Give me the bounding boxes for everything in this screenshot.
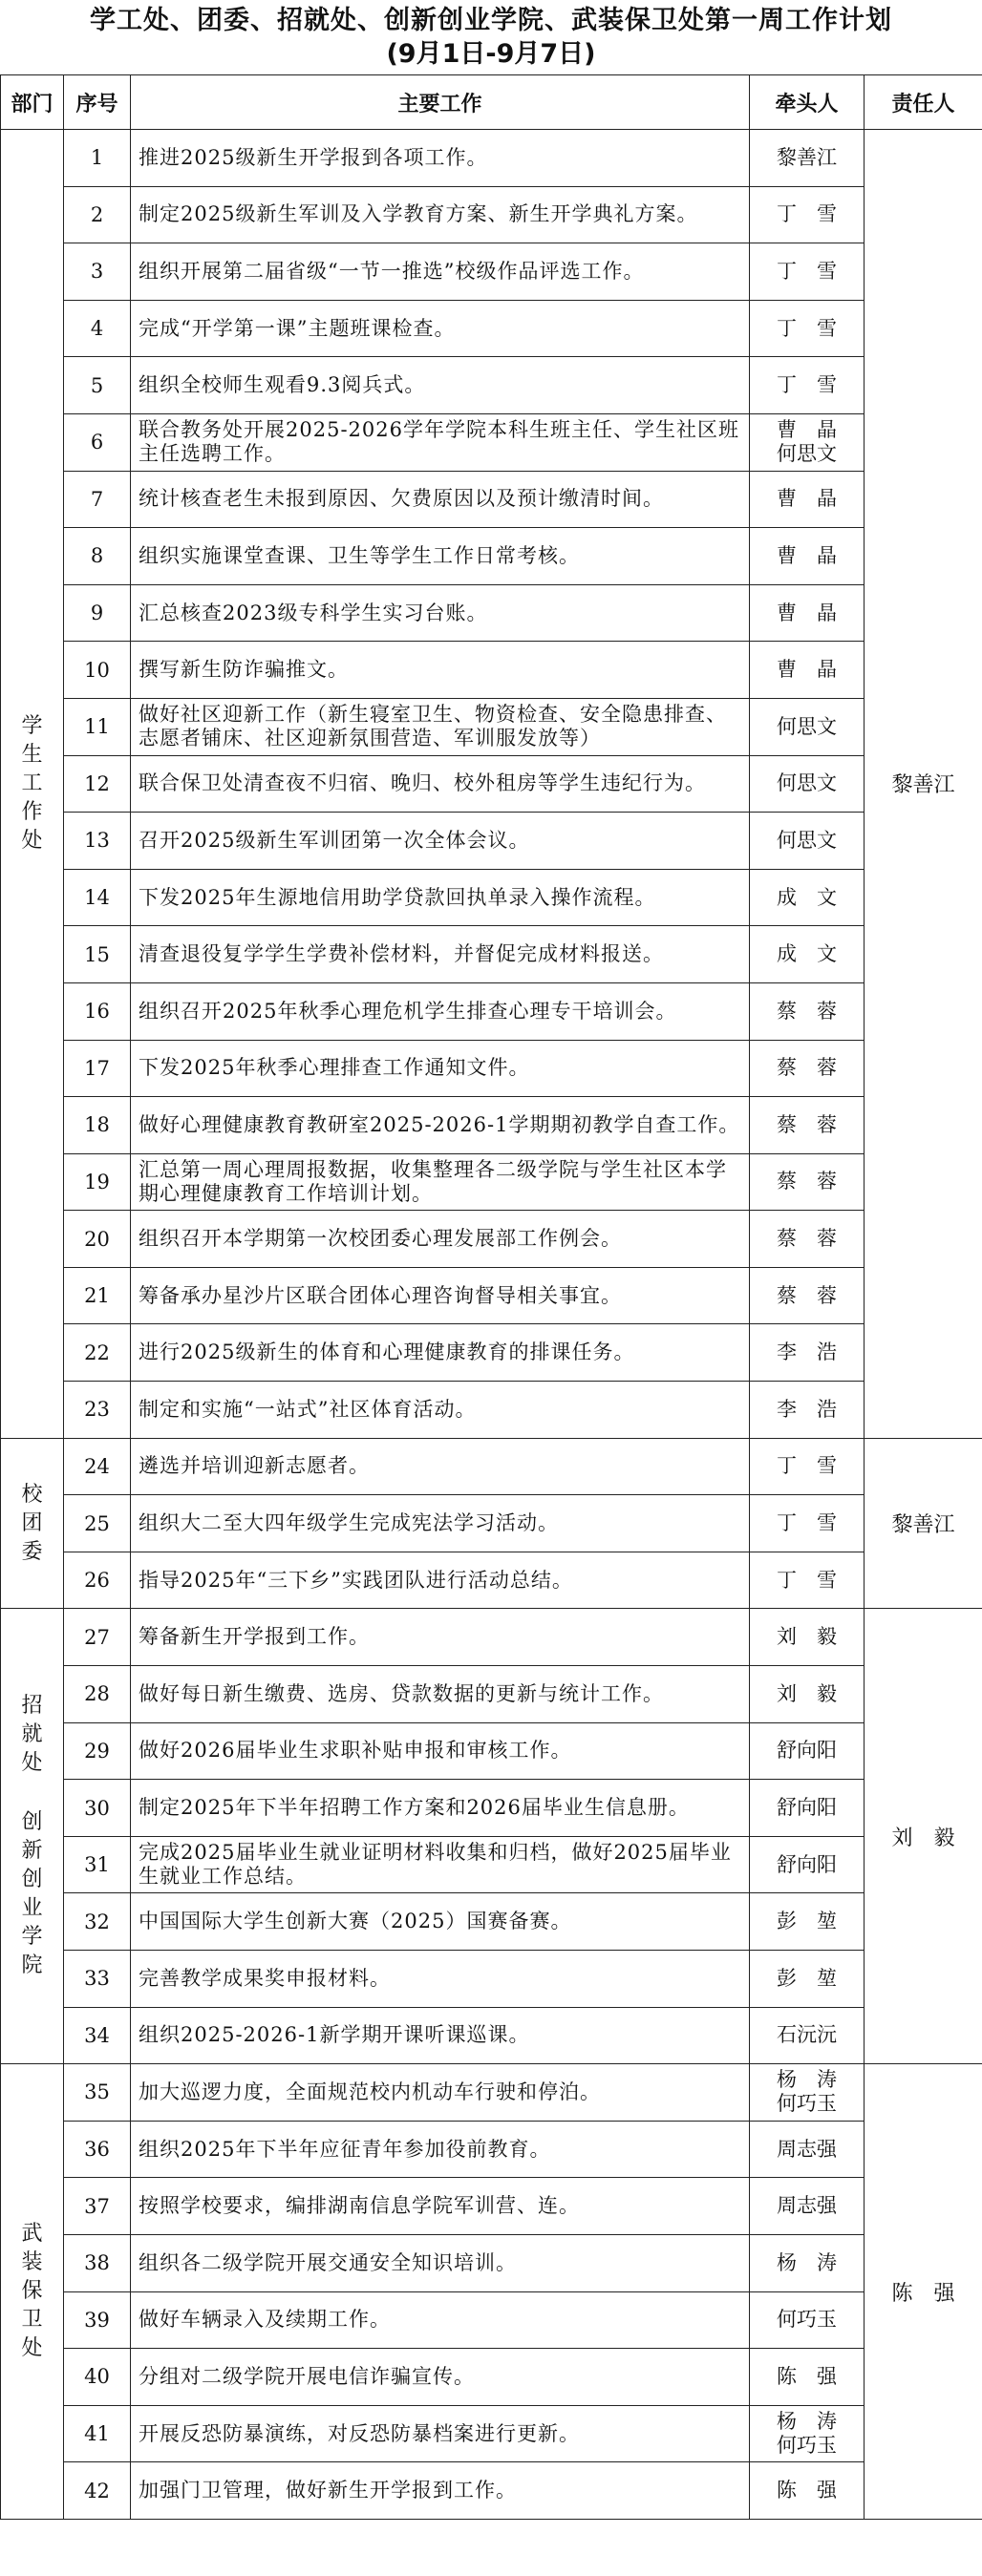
task-cell: 按照学校要求，编排湖南信息学院军训营、连。 [131, 2178, 750, 2235]
table-row [1, 2064, 982, 2122]
dept-cell [1, 1438, 64, 1609]
lead-cell [750, 1097, 865, 1154]
table-row [1, 926, 982, 983]
lead-name: 彭 堃 [777, 1966, 837, 1990]
lead-name: 蔡 蓉 [777, 1170, 837, 1193]
task-cell: 组织召开2025年秋季心理危机学生排查心理专干培训会。 [131, 982, 750, 1040]
task-cell: 做好每日新生缴费、选房、贷款数据的更新与统计工作。 [131, 1666, 750, 1723]
lead-name: 蔡 蓉 [777, 1283, 837, 1307]
lead-name: 蔡 蓉 [777, 1056, 837, 1080]
lead-name: 丁 雪 [777, 202, 837, 226]
row-number: 2 [64, 186, 131, 243]
row-number: 10 [64, 642, 131, 699]
row-number: 18 [64, 1097, 131, 1154]
table-row [1, 982, 982, 1040]
task-cell: 组织2025年下半年应征青年参加役前教育。 [131, 2121, 750, 2178]
lead-name: 舒向阳 [777, 1852, 837, 1876]
lead-name: 何思文 [777, 442, 837, 466]
row-number: 3 [64, 243, 131, 301]
row-number: 30 [64, 1780, 131, 1837]
work-plan-table [0, 74, 982, 2520]
lead-cell [750, 642, 865, 699]
row-number: 19 [64, 1153, 131, 1211]
row-number: 34 [64, 2007, 131, 2064]
task-cell: 组织全校师生观看9.3阅兵式。 [131, 357, 750, 414]
task-cell: 下发2025年生源地信用助学贷款回执单录入操作流程。 [131, 869, 750, 926]
task-cell: 联合保卫处清查夜不归宿、晚归、校外租房等学生违纪行为。 [131, 755, 750, 813]
lead-cell [750, 243, 865, 301]
task-cell: 完成2025届毕业生就业证明材料收集和归档，做好2025届毕业生就业工作总结。 [131, 1836, 750, 1893]
lead-name: 刘 毅 [777, 1681, 837, 1705]
task-cell: 清查退役复学学生学费补偿材料，并督促完成材料报送。 [131, 926, 750, 983]
lead-name: 李 浩 [777, 1341, 837, 1364]
lead-name: 成 文 [777, 942, 837, 966]
table-row [1, 1495, 982, 1552]
task-cell: 汇总第一周心理周报数据，收集整理各二级学院与学生社区本学期心理健康教育工作培训计划。 [131, 1153, 750, 1211]
row-number: 36 [64, 2121, 131, 2178]
lead-cell [750, 130, 865, 187]
task-cell: 开展反恐防暴演练，对反恐防暴档案进行更新。 [131, 2405, 750, 2462]
lead-cell [750, 698, 865, 755]
lead-cell [750, 528, 865, 585]
responsible-cell: 黎善江 [865, 1438, 982, 1609]
task-cell: 做好车辆录入及续期工作。 [131, 2291, 750, 2349]
lead-cell [750, 2234, 865, 2291]
row-number: 14 [64, 869, 131, 926]
table-row [1, 1780, 982, 1837]
table-row [1, 1267, 982, 1324]
lead-name: 李 浩 [777, 1397, 837, 1421]
row-number: 8 [64, 528, 131, 585]
table-row [1, 413, 982, 471]
dept-gap [7, 1778, 57, 1808]
lead-cell [750, 2178, 865, 2235]
lead-name: 陈 强 [777, 2364, 837, 2388]
row-number: 11 [64, 698, 131, 755]
dept-cell [1, 2064, 64, 2520]
task-cell: 组织实施课堂查课、卫生等学生工作日常考核。 [131, 528, 750, 585]
task-cell: 进行2025级新生的体育和心理健康教育的排课任务。 [131, 1324, 750, 1382]
row-number: 28 [64, 1666, 131, 1723]
lead-cell [750, 471, 865, 528]
table-row [1, 1040, 982, 1097]
row-number: 4 [64, 300, 131, 357]
lead-name: 何巧玉 [777, 2434, 837, 2458]
table-row [1, 2121, 982, 2178]
row-number: 1 [64, 130, 131, 187]
lead-name: 曹 晶 [777, 487, 837, 511]
lead-name: 丁 雪 [777, 1568, 837, 1592]
header-lead: 牵头人 [750, 75, 865, 130]
responsible-cell: 陈 强 [865, 2064, 982, 2520]
lead-name: 杨 涛 [777, 2410, 837, 2434]
table-row [1, 869, 982, 926]
table-row [1, 584, 982, 642]
table-row [1, 698, 982, 755]
dept-cell [1, 1609, 64, 2064]
table-row [1, 1153, 982, 1211]
table-row [1, 2291, 982, 2349]
lead-cell [750, 1780, 865, 1837]
lead-cell [750, 926, 865, 983]
task-cell: 组织开展第二届省级“一节一推选”校级作品评选工作。 [131, 243, 750, 301]
lead-cell [750, 2064, 865, 2122]
lead-cell [750, 413, 865, 471]
task-cell: 联合教务处开展2025-2026学年学院本科生班主任、学生社区班主任选聘工作。 [131, 413, 750, 471]
lead-name: 舒向阳 [777, 1739, 837, 1763]
table-row [1, 2178, 982, 2235]
dept-name: 武装保卫处 [21, 2222, 43, 2361]
row-number: 17 [64, 1040, 131, 1097]
lead-cell [750, 1552, 865, 1609]
table-row [1, 300, 982, 357]
lead-name: 周志强 [777, 2137, 837, 2161]
table-row [1, 2349, 982, 2406]
lead-cell [750, 1324, 865, 1382]
lead-name: 蔡 蓉 [777, 1112, 837, 1136]
lead-name: 丁 雪 [777, 316, 837, 340]
lead-name: 何思文 [777, 828, 837, 852]
table-row [1, 471, 982, 528]
row-number: 15 [64, 926, 131, 983]
dept-name: 学生工作处 [21, 713, 43, 853]
lead-cell [750, 186, 865, 243]
task-cell: 撰写新生防诈骗推文。 [131, 642, 750, 699]
responsible-cell: 刘 毅 [865, 1609, 982, 2064]
row-number: 12 [64, 755, 131, 813]
table-row [1, 813, 982, 870]
row-number: 21 [64, 1267, 131, 1324]
row-number: 31 [64, 1836, 131, 1893]
page-title: 学工处、团委、招就处、创新创业学院、武装保卫处第一周工作计划 [90, 6, 892, 35]
lead-name: 杨 涛 [777, 2250, 837, 2274]
row-number: 33 [64, 1951, 131, 2008]
task-cell: 组织召开本学期第一次校团委心理发展部工作例会。 [131, 1211, 750, 1268]
lead-cell [750, 2462, 865, 2520]
lead-cell [750, 755, 865, 813]
row-number: 32 [64, 1893, 131, 1951]
table-row [1, 1211, 982, 1268]
row-number: 38 [64, 2234, 131, 2291]
table-row [1, 755, 982, 813]
lead-cell [750, 584, 865, 642]
task-cell: 制定和实施“一站式”社区体育活动。 [131, 1382, 750, 1439]
lead-cell [750, 1438, 865, 1495]
table-row [1, 642, 982, 699]
lead-cell [750, 813, 865, 870]
dept-cell [1, 130, 64, 1439]
lead-cell [750, 2007, 865, 2064]
dept-name: 校团委 [21, 1482, 43, 1564]
responsible-cell: 黎善江 [865, 130, 982, 1439]
task-cell: 下发2025年秋季心理排查工作通知文件。 [131, 1040, 750, 1097]
lead-name: 曹 晶 [777, 601, 837, 624]
lead-name: 黎善江 [777, 145, 837, 169]
lead-name: 曹 晶 [777, 658, 837, 682]
task-cell: 做好2026届毕业生求职补贴申报和审核工作。 [131, 1722, 750, 1780]
task-cell: 组织2025-2026-1新学期开课听课巡课。 [131, 2007, 750, 2064]
lead-name: 陈 强 [777, 2479, 837, 2502]
header-resp: 责任人 [865, 75, 982, 130]
lead-name: 丁 雪 [777, 1454, 837, 1478]
task-cell: 加强门卫管理，做好新生开学报到工作。 [131, 2462, 750, 2520]
task-cell: 汇总核查2023级专科学生实习台账。 [131, 584, 750, 642]
lead-name: 彭 堃 [777, 1910, 837, 1933]
lead-cell [750, 1609, 865, 1666]
task-cell: 中国国际大学生创新大赛（2025）国赛备赛。 [131, 1893, 750, 1951]
row-number: 22 [64, 1324, 131, 1382]
task-cell: 做好心理健康教育教研室2025-2026-1学期期初教学自查工作。 [131, 1097, 750, 1154]
row-number: 13 [64, 813, 131, 870]
lead-cell [750, 1893, 865, 1951]
row-number: 16 [64, 982, 131, 1040]
lead-cell [750, 869, 865, 926]
lead-name: 舒向阳 [777, 1796, 837, 1820]
row-number: 6 [64, 413, 131, 471]
row-number: 24 [64, 1438, 131, 1495]
table-row [1, 1836, 982, 1893]
lead-cell [750, 1836, 865, 1893]
table-row [1, 1324, 982, 1382]
table-row [1, 1382, 982, 1439]
table-row [1, 1722, 982, 1780]
row-number: 39 [64, 2291, 131, 2349]
lead-cell [750, 2121, 865, 2178]
row-number: 23 [64, 1382, 131, 1439]
task-cell: 制定2025级新生军训及入学教育方案、新生开学典礼方案。 [131, 186, 750, 243]
table-row [1, 1097, 982, 1154]
row-number: 5 [64, 357, 131, 414]
row-number: 26 [64, 1552, 131, 1609]
row-number: 42 [64, 2462, 131, 2520]
lead-cell [750, 982, 865, 1040]
lead-cell [750, 1666, 865, 1723]
dept-name-secondary: 创新创业学院 [21, 1810, 43, 1978]
table-row [1, 1609, 982, 1666]
header-dept: 部门 [1, 75, 64, 130]
task-cell: 组织大二至大四年级学生完成宪法学习活动。 [131, 1495, 750, 1552]
lead-name: 何思文 [777, 771, 837, 795]
header-num: 序号 [64, 75, 131, 130]
table-row [1, 357, 982, 414]
lead-cell [750, 2405, 865, 2462]
lead-name: 何思文 [777, 714, 837, 738]
task-cell: 筹备承办星沙片区联合团体心理咨询督导相关事宜。 [131, 1267, 750, 1324]
table-row [1, 1951, 982, 2008]
row-number: 40 [64, 2349, 131, 2406]
table-row [1, 1438, 982, 1495]
task-cell: 统计核查老生未报到原因、欠费原因以及预计缴清时间。 [131, 471, 750, 528]
table-row [1, 1552, 982, 1609]
table-row [1, 1666, 982, 1723]
lead-cell [750, 1211, 865, 1268]
lead-name: 何巧玉 [777, 2308, 837, 2332]
lead-cell [750, 1040, 865, 1097]
table-row [1, 130, 982, 187]
row-number: 29 [64, 1722, 131, 1780]
header-task: 主要工作 [131, 75, 750, 130]
table-row [1, 186, 982, 243]
task-cell: 制定2025年下半年招聘工作方案和2026届毕业生信息册。 [131, 1780, 750, 1837]
lead-cell [750, 2349, 865, 2406]
row-number: 9 [64, 584, 131, 642]
lead-name: 曹 晶 [777, 543, 837, 567]
task-cell: 指导2025年“三下乡”实践团队进行活动总结。 [131, 1552, 750, 1609]
page-subtitle: (9月1日-9月7日) [386, 39, 596, 69]
row-number: 37 [64, 2178, 131, 2235]
table-row [1, 2405, 982, 2462]
row-number: 41 [64, 2405, 131, 2462]
table-row [1, 2462, 982, 2520]
dept-name: 招就处 [21, 1694, 43, 1776]
task-cell: 分组对二级学院开展电信诈骗宣传。 [131, 2349, 750, 2406]
task-cell: 推进2025级新生开学报到各项工作。 [131, 130, 750, 187]
row-number: 25 [64, 1495, 131, 1552]
lead-cell [750, 2291, 865, 2349]
lead-name: 蔡 蓉 [777, 1227, 837, 1251]
lead-cell [750, 1267, 865, 1324]
task-cell: 组织各二级学院开展交通安全知识培训。 [131, 2234, 750, 2291]
row-number: 20 [64, 1211, 131, 1268]
lead-cell [750, 1153, 865, 1211]
lead-name: 成 文 [777, 885, 837, 909]
lead-name: 何巧玉 [777, 2092, 837, 2116]
table-row [1, 1893, 982, 1951]
lead-name: 杨 涛 [777, 2068, 837, 2092]
lead-name: 丁 雪 [777, 259, 837, 283]
lead-cell [750, 1722, 865, 1780]
task-cell: 筹备新生开学报到工作。 [131, 1609, 750, 1666]
table-header-row [1, 75, 982, 130]
row-number: 35 [64, 2064, 131, 2122]
row-number: 27 [64, 1609, 131, 1666]
table-row [1, 243, 982, 301]
lead-cell [750, 1382, 865, 1439]
task-cell: 遴选并培训迎新志愿者。 [131, 1438, 750, 1495]
task-cell: 做好社区迎新工作（新生寝室卫生、物资检查、安全隐患排查、志愿者铺床、社区迎新氛围营造、军训服发放等） [131, 698, 750, 755]
lead-name: 周志强 [777, 2194, 837, 2218]
lead-name: 丁 雪 [777, 1511, 837, 1535]
table-row [1, 2007, 982, 2064]
lead-cell [750, 357, 865, 414]
lead-name: 石沅沅 [777, 2023, 837, 2047]
lead-cell [750, 300, 865, 357]
task-cell: 完善教学成果奖申报材料。 [131, 1951, 750, 2008]
lead-cell [750, 1951, 865, 2008]
row-number: 7 [64, 471, 131, 528]
lead-name: 丁 雪 [777, 373, 837, 397]
task-cell: 加大巡逻力度，全面规范校内机动车行驶和停泊。 [131, 2064, 750, 2122]
lead-name: 曹 晶 [777, 418, 837, 442]
table-row [1, 528, 982, 585]
lead-cell [750, 1495, 865, 1552]
task-cell: 完成“开学第一课”主题班课检查。 [131, 300, 750, 357]
table-body [1, 130, 982, 2520]
table-row [1, 2234, 982, 2291]
lead-name: 刘 毅 [777, 1625, 837, 1649]
task-cell: 召开2025级新生军训团第一次全体会议。 [131, 813, 750, 870]
lead-name: 蔡 蓉 [777, 999, 837, 1023]
